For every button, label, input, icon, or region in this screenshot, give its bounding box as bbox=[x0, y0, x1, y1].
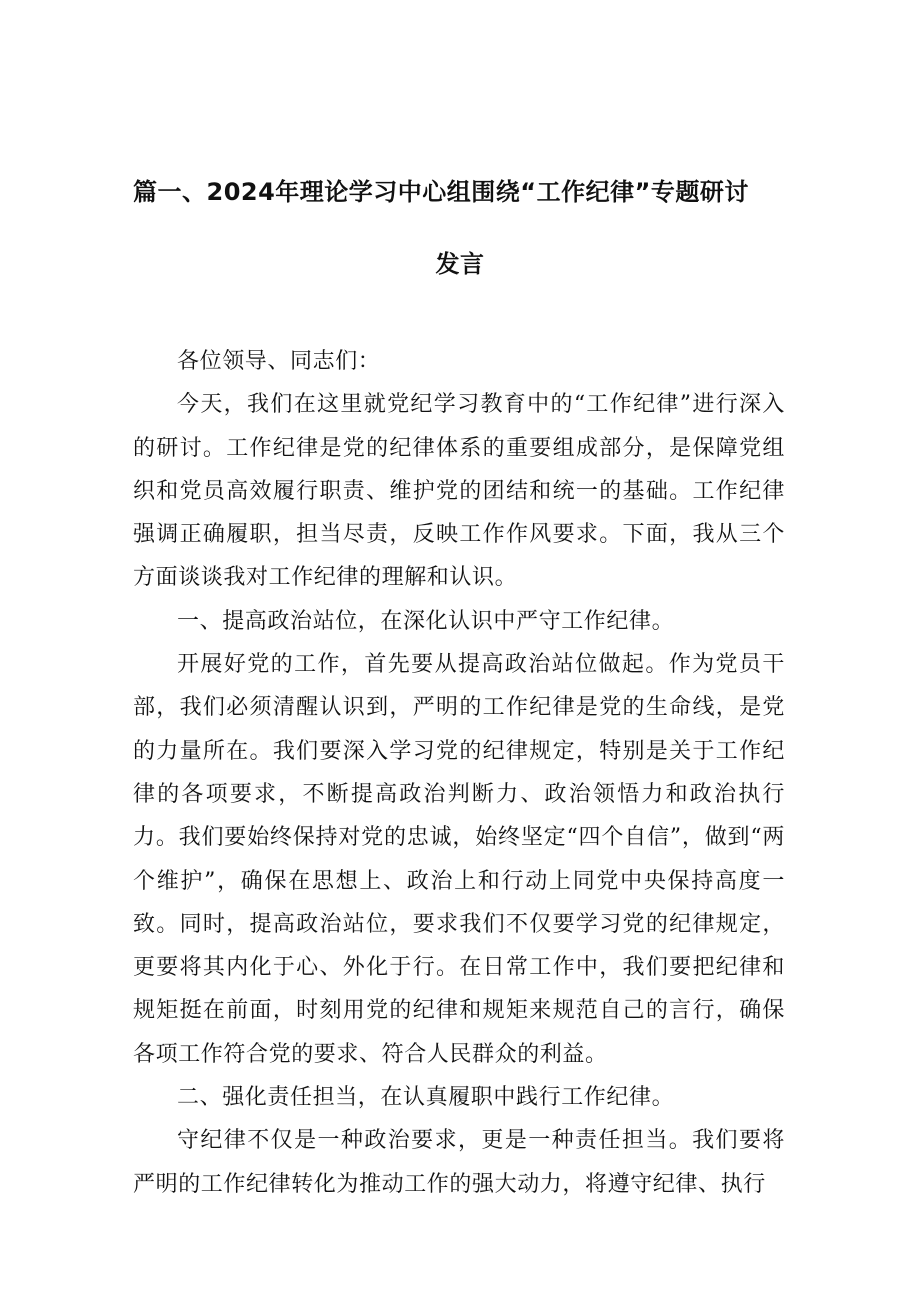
section-heading-1: 一、提高政治站位，在深化认识中严守工作纪律。 bbox=[177, 608, 675, 634]
document-body bbox=[133, 340, 785, 1206]
document-title-line1: 篇一、2024年理论学习中心组围绕“工作纪律”专题研讨 bbox=[133, 178, 749, 206]
paragraph-salutation: 各位领导、同志们： bbox=[177, 349, 381, 374]
document-title-line2: 发言 bbox=[435, 250, 485, 278]
paragraph-intro: 今天，我们在这里就党纪学习教育中的“工作纪律”进行深入的研讨。工作纪律是党的纪律体系的重要组成部分，是保障党组织和党员高效履行职责、维护党的团结和统一的基础。工作纪律强调正确履职，担当尽责，反映工作作风要求。下面，我从三个方面谈谈我对工作纪律的理解和认识。 bbox=[133, 392, 785, 591]
section-heading-2: 二、强化责任担当，在认真履职中践行工作纪律。 bbox=[177, 1085, 675, 1111]
paragraph-section-2: 守纪律不仅是一种政治要求，更是一种责任担当。我们要将严明的工作纪律转化为推动工作的强大动力，将遵守纪律、执行 bbox=[133, 1128, 785, 1197]
paragraph-section-1: 开展好党的工作，首先要从提高政治站位做起。作为党员干部，我们必须清醒认识到，严明的工作纪律是党的生命线，是党的力量所在。我们要深入学习党的纪律规定，特别是关于工作纪律的各项要求，不断提高政治判断力、政治领悟力和政治执行力。我们要始终保持对党的忠诚，始终坚定“四个自信”，做到“两个维护”，确保在思想上、政治上和行动上同党中央保持高度一致。同时，提高政治站位，要求我们不仅要学习党的纪律规定，更要将其内化于心、外化于行。在日常工作中，我们要把纪律和规矩挺在前面，时刻用党的纪律和规矩来规范自己的言行，确保各项工作符合党的要求、符合人民群众的利益。 bbox=[133, 652, 785, 1067]
